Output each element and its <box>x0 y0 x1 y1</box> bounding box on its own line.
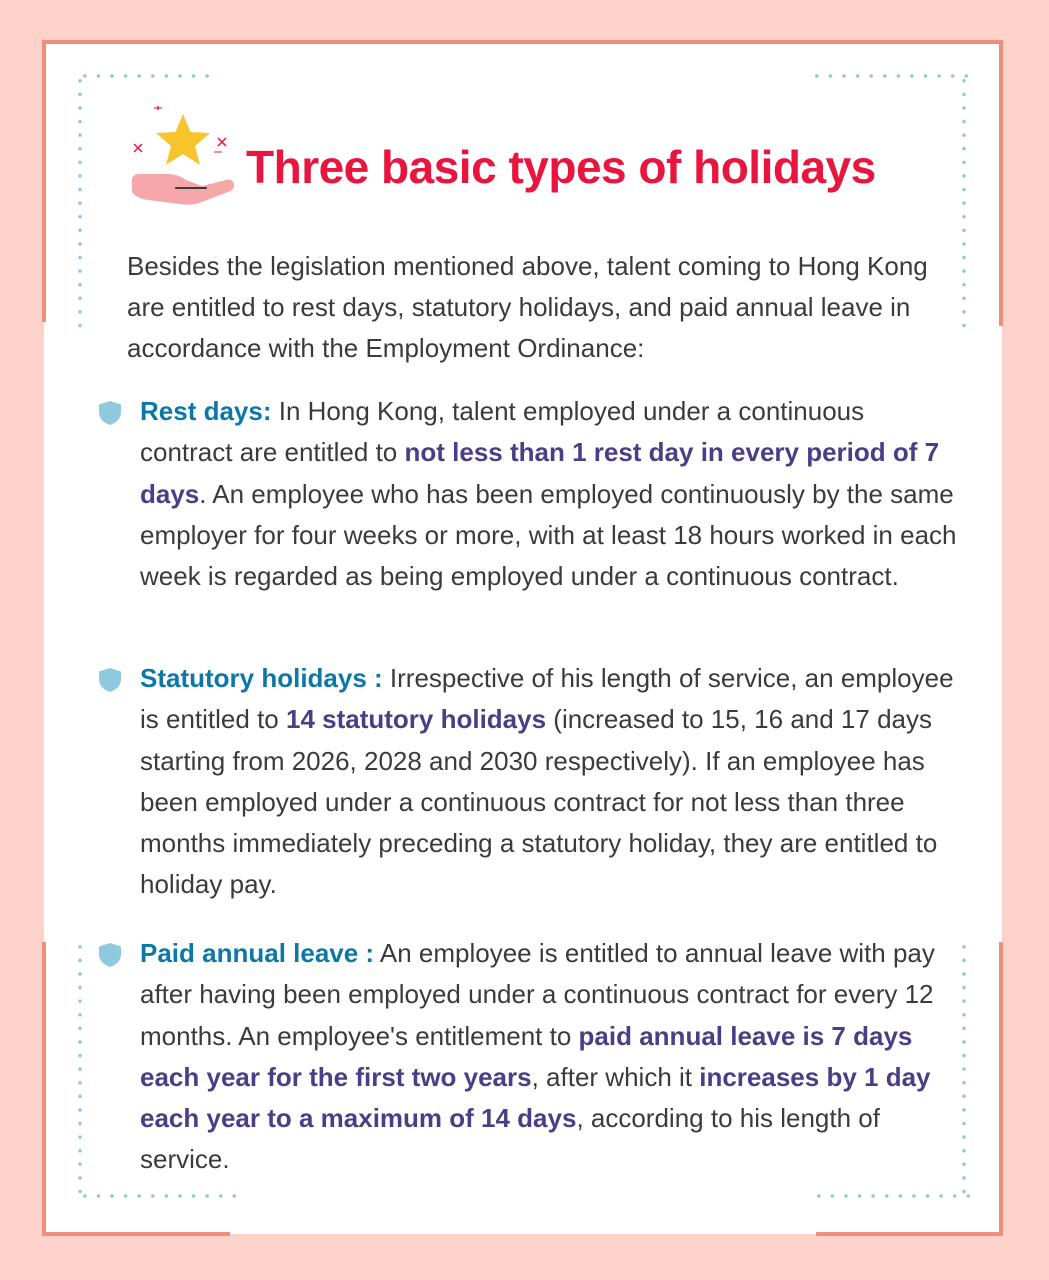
item-text: . An employee who has been employed continuously by the same employer for four weeks or more, with at least 18 hours worked in each week is regarded as being employed under a continuous contract. <box>140 478 957 592</box>
border-left-bottom <box>42 942 46 1236</box>
border-left-top <box>42 40 46 322</box>
list-item-statutory-holidays <box>140 658 960 906</box>
list-item-paid-annual-leave <box>140 933 960 1181</box>
border-top <box>42 40 1003 44</box>
dotted-frame-left-bottom <box>78 940 82 1202</box>
shield-icon <box>98 400 122 426</box>
dotted-frame-right-bottom <box>962 940 966 1202</box>
item-highlight: not less than 1 rest day in every period of 7 days <box>140 437 940 509</box>
dotted-frame-bottom-left <box>78 1194 238 1198</box>
item-highlight: paid annual leave is 7 days each year for the first two years <box>140 1020 913 1092</box>
shield-icon <box>98 942 122 968</box>
border-bottom-left <box>42 1232 230 1236</box>
dotted-frame-top-right <box>810 74 970 78</box>
dotted-frame-left-top <box>78 74 82 330</box>
border-right-bottom <box>999 942 1003 1236</box>
shield-icon <box>98 667 122 693</box>
item-text: (increased to 15, 16 and 17 days starting from 2026, 2028 and 2030 respectively). If an employee has been employed under a continuous contract for not less than three months immediately preceding a statutory holiday, they are entitled to holiday pay. <box>140 704 938 900</box>
item-text: An employee is entitled to annual leave with pay after having been employed under a continuous contract for every 12 months. An employee's entitlement to <box>140 938 935 1051</box>
item-text: , after which it <box>531 1061 700 1092</box>
item-text: Irrespective of his length of service, an employee is entitled to <box>140 663 954 735</box>
item-label: Paid annual leave : <box>140 938 375 968</box>
border-right-top <box>999 40 1003 326</box>
star-in-hand-icon <box>128 102 238 212</box>
dotted-frame-right-top <box>962 74 966 330</box>
list-item-rest-days <box>140 391 960 597</box>
dotted-frame-bottom-right <box>812 1194 972 1198</box>
item-highlight: 14 statutory holidays <box>285 704 547 735</box>
intro-paragraph: Besides the legislation mentioned above, talent coming to Hong Kong are entitled to rest days, statutory holidays, and paid annual leave in accordance with the Employment Ordinance: <box>127 251 928 363</box>
item-label: Rest days: <box>140 396 272 426</box>
item-highlight: increases by 1 day each year to a maximum of 14 days <box>140 1061 931 1134</box>
border-bottom-right <box>816 1232 1003 1236</box>
item-label: Statutory holidays : <box>140 663 383 693</box>
dotted-frame-top-left <box>78 74 214 78</box>
item-text: In Hong Kong, talent employed under a continuous contract are entitled to <box>140 396 865 468</box>
page-title: Three basic types of holidays <box>246 141 876 193</box>
item-text: , according to his length of service. <box>140 1103 880 1175</box>
